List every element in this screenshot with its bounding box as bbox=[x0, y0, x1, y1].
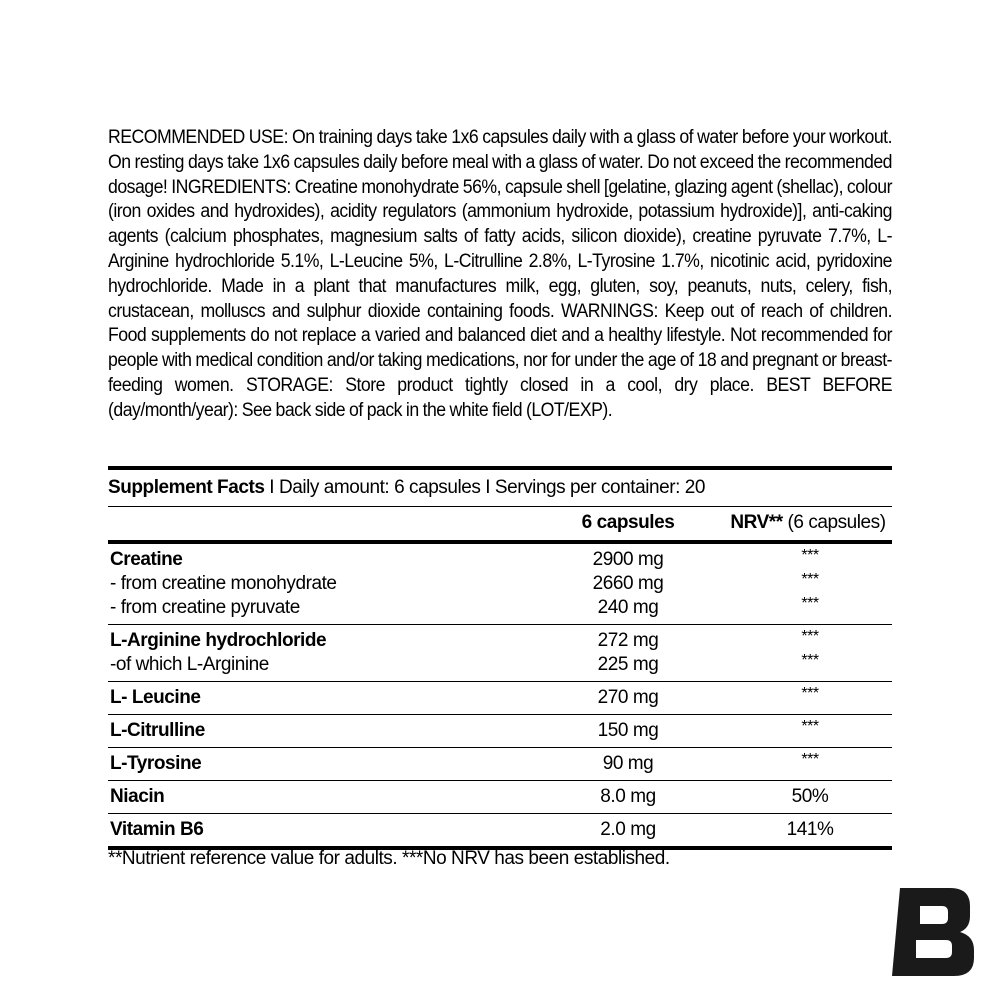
facts-group bbox=[108, 681, 892, 714]
column-nrv-header bbox=[718, 512, 898, 534]
facts-group bbox=[108, 747, 892, 780]
nutrient-name: Creatine bbox=[110, 549, 183, 570]
nutrient-amount: 90 mg bbox=[602, 753, 654, 774]
nutrient-nrv: 50% bbox=[791, 786, 829, 807]
brand-b-logo-icon bbox=[890, 886, 976, 978]
supplement-facts-header bbox=[108, 470, 892, 506]
nutrient-name: Vitamin B6 bbox=[110, 819, 204, 840]
table-row bbox=[108, 752, 892, 776]
nutrient-amount: 2.0 mg bbox=[600, 819, 656, 840]
table-row bbox=[108, 818, 892, 842]
table-row bbox=[108, 596, 892, 620]
table-row bbox=[108, 653, 892, 677]
label-instructions-text: RECOMMENDED USE: On training days take 1x6 capsules daily with a glass of water before your workout. On resting days take 1x6 capsules daily before meal with a glass of water. Do not exceed the recommended dosage! INGREDIENTS: Creatine monohydrate 56%, capsule shell [gelatine, glazing agent (shellac), colour (iron oxides and hydroxides), acidity regulators (ammonium hydroxide, potassium hydroxide)], anti-caking agents (calcium phosphates, magnesium salts of fatty acids, silicon dioxide), creatine pyruvate 7.7%, L-Arginine hydrochloride 5.1%, L-Leucine 5%, L-Citrulline 2.8%, L-Tyrosine 1.7%, nicotinic acid, pyridoxine hydrochloride. Made in a plant that manufactures milk, egg, gluten, soy, peanuts, nuts, celery, fish, crustacean, molluscs and sulphur dioxide containing foods. WARNINGS: Keep out of reach of children. Food supplements do not replace a varied and balanced diet and a healthy lifestyle. Not recommended for people with medical condition and/or taking medications, nor for under the age of 18 and pregnant or breast-feeding women. STORAGE: Store product tightly closed in a cool, dry place. BEST BEFORE (day/month/year): See back side of pack in the white field (LOT/EXP). bbox=[108, 127, 892, 421]
nutrient-name: -of which L-Arginine bbox=[110, 654, 269, 675]
nutrient-name: Niacin bbox=[110, 786, 165, 807]
nutrient-amount: 2900 mg bbox=[592, 549, 664, 570]
nutrient-amount: 270 mg bbox=[597, 687, 659, 708]
facts-group bbox=[108, 780, 892, 813]
table-row bbox=[108, 785, 892, 809]
facts-group bbox=[108, 624, 892, 681]
nutrient-nrv: 141% bbox=[786, 819, 834, 840]
nutrient-amount: 272 mg bbox=[597, 630, 659, 651]
table-row bbox=[108, 572, 892, 596]
nutrient-nrv: *** bbox=[801, 547, 819, 564]
nutrient-amount: 2660 mg bbox=[592, 573, 664, 594]
nutrient-name: L-Tyrosine bbox=[110, 753, 202, 774]
nutrient-name: - from creatine monohydrate bbox=[110, 573, 337, 594]
nutrient-amount: 150 mg bbox=[597, 720, 659, 741]
supplement-facts-table bbox=[108, 466, 892, 850]
nutrient-nrv: *** bbox=[801, 628, 819, 645]
nutrient-nrv: *** bbox=[801, 718, 819, 735]
facts-group bbox=[108, 540, 892, 624]
nutrient-name: - from creatine pyruvate bbox=[110, 597, 300, 618]
table-row bbox=[108, 719, 892, 743]
nrv-header-bold: NRV** bbox=[730, 512, 783, 533]
nutrient-amount: 225 mg bbox=[597, 654, 659, 675]
nrv-header-rest: (6 capsules) bbox=[782, 512, 886, 533]
supplement-facts-subtitle: I Daily amount: 6 capsules I Servings per container: 20 bbox=[264, 477, 705, 498]
nutrient-nrv: *** bbox=[801, 751, 819, 768]
table-row bbox=[108, 629, 892, 653]
table-row bbox=[108, 686, 892, 710]
column-amount-header: 6 capsules bbox=[581, 512, 675, 533]
footnote: **Nutrient reference value for adults. ***No NRV has been established. bbox=[108, 848, 670, 869]
nutrient-name: L-Citrulline bbox=[110, 720, 205, 741]
nutrient-nrv: *** bbox=[801, 685, 819, 702]
table-row bbox=[108, 548, 892, 572]
nutrient-nrv: *** bbox=[801, 571, 819, 588]
facts-group bbox=[108, 813, 892, 846]
nutrient-name: L- Leucine bbox=[110, 687, 201, 708]
nutrient-name: L-Arginine hydrochloride bbox=[110, 630, 327, 651]
column-headers bbox=[108, 506, 892, 540]
nutrient-nrv: *** bbox=[801, 652, 819, 669]
facts-group bbox=[108, 714, 892, 747]
nutrient-nrv: *** bbox=[801, 595, 819, 612]
supplement-facts-title: Supplement Facts bbox=[108, 477, 265, 498]
facts-rows bbox=[108, 540, 892, 846]
nutrient-amount: 8.0 mg bbox=[600, 786, 656, 807]
nutrient-amount: 240 mg bbox=[597, 597, 659, 618]
